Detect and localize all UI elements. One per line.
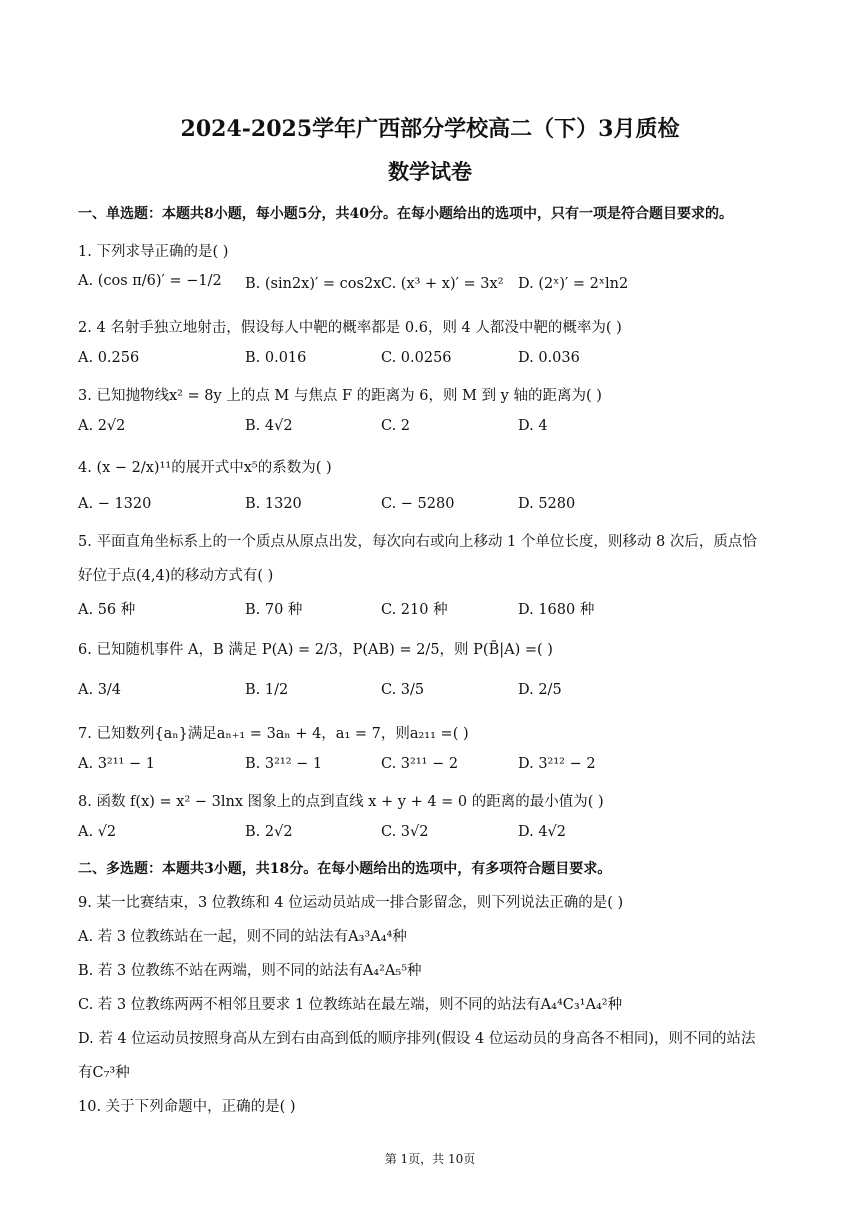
question-5-stem-line-1: 5. 平面直角坐标系上的一个质点从原点出发，每次向右或向上移动 1 个单位长度，则移动 8 次后，质点恰 [78, 534, 757, 550]
question-3-option-d: D. 4 [518, 418, 548, 434]
question-9-option-c: C. 若 3 位教练两两不相邻且要求 1 位教练站在最左端，则不同的站法有A₄⁴C₃¹A₄²种 [78, 997, 623, 1013]
question-7-stem: 7. 已知数列{aₙ}满足aₙ₊₁ = 3aₙ + 4，a₁ = 7，则a₂₁₁ =( ) [78, 726, 469, 742]
question-9-stem: 9. 某一比赛结束，3 位教练和 4 位运动员站成一排合影留念，则下列说法正确的是( ) [78, 895, 624, 911]
question-6-option-a: A. 3/4 [78, 682, 122, 698]
question-1-option-a: A. (cos π/6)′ = −1/2 [78, 273, 222, 289]
question-2-option-a: A. 0.256 [78, 350, 140, 366]
question-3-option-a: A. 2√2 [78, 418, 126, 434]
question-7-option-c: C. 3²¹¹ − 2 [381, 756, 459, 772]
question-7-option-d: D. 3²¹² − 2 [518, 756, 596, 772]
question-6-option-c: C. 3/5 [381, 682, 425, 698]
question-5-option-a: A. 56 种 [78, 602, 136, 618]
page-footer: 第 1页，共 10页 [384, 1152, 476, 1166]
question-4-option-b: B. 1320 [245, 496, 302, 512]
question-9-option-a: A. 若 3 位教练站在一起，则不同的站法有A₃³A₄⁴种 [78, 929, 407, 945]
question-5-option-b: B. 70 种 [245, 602, 303, 618]
question-6-option-d: D. 2/5 [518, 682, 562, 698]
question-3-stem: 3. 已知抛物线x² = 8y 上的点 M 与焦点 F 的距离为 6，则 M 到 y 轴的距离为( ) [78, 388, 602, 404]
question-3-option-c: C. 2 [381, 418, 411, 434]
section-single-choice-heading: 一、单选题：本题共8小题，每小题5分，共40分。在每小题给出的选项中，只有一项是符合题目要求的。 [78, 206, 733, 222]
exam-title: 2024-2025学年广西部分学校高二（下）3月质检 [180, 116, 680, 142]
question-5-stem-line-2: 好位于点(4,4)的移动方式有( ) [78, 568, 274, 584]
question-7-option-b: B. 3²¹² − 1 [245, 756, 323, 772]
question-8-option-a: A. √2 [78, 824, 117, 840]
question-8-option-b: B. 2√2 [245, 824, 293, 840]
question-9-option-d-line-1: D. 若 4 位运动员按照身高从左到右由高到低的顺序排列(假设 4 位运动员的身高各不相同)，则不同的站法 [78, 1031, 756, 1047]
question-5-option-c: C. 210 种 [381, 602, 448, 618]
question-9-option-d-line-2: 有C₇³种 [78, 1065, 130, 1081]
question-7-option-a: A. 3²¹¹ − 1 [78, 756, 155, 772]
question-1-stem: 1. 下列求导正确的是( ) [78, 244, 229, 260]
question-1-option-b: B. (sin2x)′ = cos2x [245, 276, 382, 292]
exam-subtitle: 数学试卷 [388, 159, 472, 184]
question-2-stem: 2. 4 名射手独立地射击，假设每人中靶的概率都是 0.6，则 4 人都没中靶的概率为( ) [78, 320, 622, 336]
question-1-option-d: D. (2ˣ)′ = 2ˣln2 [518, 276, 629, 292]
question-4-stem: 4. (x − 2/x)¹¹的展开式中x⁵的系数为( ) [78, 460, 332, 476]
question-9-option-b: B. 若 3 位教练不站在两端，则不同的站法有A₄²A₅⁵种 [78, 963, 422, 979]
question-8-option-d: D. 4√2 [518, 824, 567, 840]
question-2-option-c: C. 0.0256 [381, 350, 452, 366]
question-3-option-b: B. 4√2 [245, 418, 293, 434]
question-2-option-d: D. 0.036 [518, 350, 580, 366]
question-6-option-b: B. 1/2 [245, 682, 289, 698]
question-10-stem: 10. 关于下列命题中，正确的是( ) [78, 1099, 296, 1115]
question-4-option-d: D. 5280 [518, 496, 576, 512]
question-6-stem: 6. 已知随机事件 A，B 满足 P(A) = 2/3，P(AB) = 2/5，则 P(B̄|A) =( ) [78, 642, 553, 658]
question-5-option-d: D. 1680 种 [518, 602, 595, 618]
section-multiple-choice-heading: 二、多选题：本题共3小题，共18分。在每小题给出的选项中，有多项符合题目要求。 [78, 861, 612, 877]
question-4-option-c: C. − 5280 [381, 496, 455, 512]
question-2-option-b: B. 0.016 [245, 350, 307, 366]
question-4-option-a: A. − 1320 [78, 496, 152, 512]
question-1-option-c: C. (x³ + x)′ = 3x² [381, 276, 504, 292]
question-8-option-c: C. 3√2 [381, 824, 429, 840]
question-8-stem: 8. 函数 f(x) = x² − 3lnx 图象上的点到直线 x + y + 4 = 0 的距离的最小值为( ) [78, 794, 604, 810]
